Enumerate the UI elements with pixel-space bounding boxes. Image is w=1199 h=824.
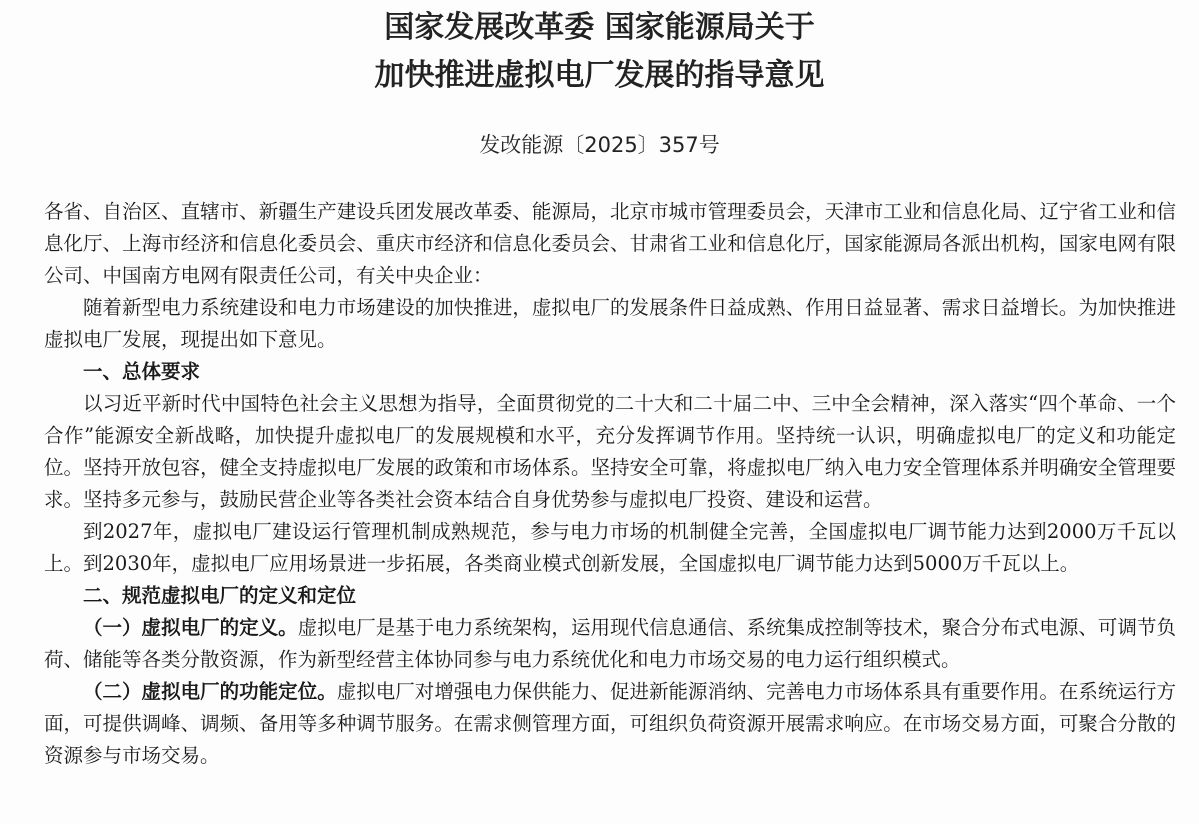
section-1-heading: 一、总体要求 [83,360,201,383]
document-title-line-2: 加快推进虚拟电厂发展的指导意见 [374,58,825,93]
section-1-paragraph-2: 到2027年，虚拟电厂建设运行管理机制成熟规范，参与电力市场的机制健全完善，全国虚拟电厂调节能力达到2000万千瓦以上。到2030年，虚拟电厂应用场景进一步拓展，各类商业模式创新发展，全国虚拟电厂调节能力达到5000万千瓦以上。 [44,520,1176,575]
section-2-item-1-label: （一）虚拟电厂的定义。 [83,616,298,639]
section-2-item-2-label: （二）虚拟电厂的功能定位。 [83,680,337,703]
section-2-heading: 二、规范虚拟电厂的定义和定位 [83,584,357,607]
section-2-item-1-text: 虚拟电厂是基于电力系统架构，运用现代信息通信、系统集成控制等技术，聚合分布式电源、可调节负荷、储能等各类分散资源，作为新型经营主体协同参与电力系统优化和电力市场交易的电力运行组织模式。 [44,616,1176,671]
intro-paragraph: 随着新型电力系统建设和电力市场建设的加快推进，虚拟电厂的发展条件日益成熟、作用日益显著、需求日益增长。为加快推进虚拟电厂发展，现提出如下意见。 [44,296,1176,351]
document-title-line-1: 国家发展改革委 国家能源局关于 [384,10,815,45]
recipients-paragraph: 各省、自治区、直辖市、新疆生产建设兵团发展改革委、能源局，北京市城市管理委员会，天津市工业和信息化局、辽宁省工业和信息化厅、上海市经济和信息化委员会、重庆市经济和信息化委员会、甘肃省工业和信息化厅，国家能源局各派出机构，国家电网有限公司、中国南方电网有限责任公司，有关中央企业： [44,200,1176,287]
section-2-item-2-text: 虚拟电厂对增强电力保供能力、促进新能源消纳、完善电力市场体系具有重要作用。在系统运行方面，可提供调峰、调频、备用等多种调节服务。在需求侧管理方面，可组织负荷资源开展需求响应。在市场交易方面，可聚合分散的资源参与市场交易。 [44,680,1176,767]
document-number: 发改能源〔2025〕357号 [479,133,720,157]
section-1-paragraph-1: 以习近平新时代中国特色社会主义思想为指导，全面贯彻党的二十大和二十届二中、三中全会精神，深入落实“四个革命、一个合作”能源安全新战略，加快提升虚拟电厂的发展规模和水平，充分发挥调节作用。坚持统一认识，明确虚拟电厂的定义和功能定位。坚持开放包容，健全支持虚拟电厂发展的政策和市场体系。坚持安全可靠，将虚拟电厂纳入电力安全管理体系并明确安全管理要求。坚持多元参与，鼓励民营企业等各类社会资本结合自身优势参与虚拟电厂投资、建设和运营。 [44,392,1176,511]
section-2-item-1 [44,612,1176,676]
document-body [44,196,1176,772]
section-2-item-2 [44,676,1176,772]
